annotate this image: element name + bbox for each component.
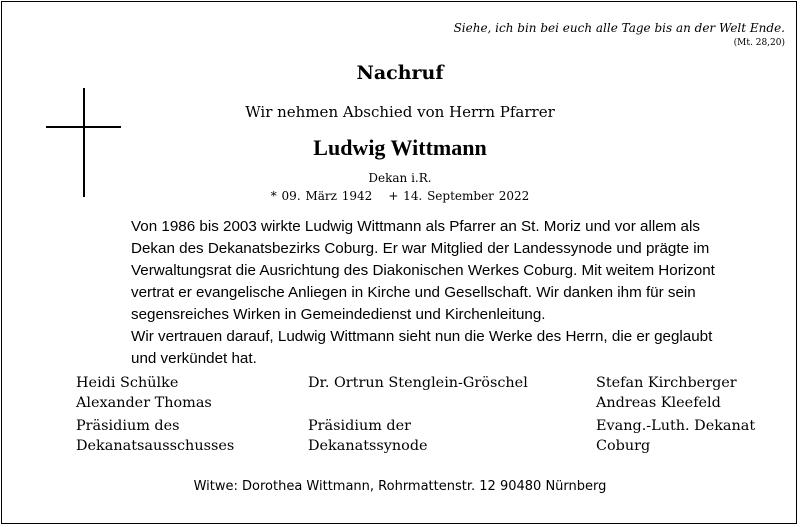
text-line: Von 1986 bis 2003 wirkte Ludwig Wittmann als Pfarrer an St. Moriz und vor allem als [131, 218, 700, 235]
life-dates [0, 189, 800, 203]
signatory-body-line: Präsidium des [76, 418, 180, 434]
cross-icon-crossbar [46, 126, 121, 128]
signatory-name: Heidi Schülke [76, 375, 179, 391]
deceased-name: Ludwig Wittmann [313, 135, 487, 160]
obituary-text [131, 216, 791, 370]
bible-verse: Siehe, ich bin bei euch alle Tage bis an der Welt Ende. [453, 21, 785, 35]
bible-verse-reference: (Mt. 28,20) [733, 38, 785, 48]
signatory-body-1 [76, 416, 234, 456]
signatory-body-line: Dekanatssynode [308, 438, 428, 454]
signatory-body-line: Coburg [596, 438, 651, 454]
text-line: vertrat er evangelische Anliegen in Kirche und Gesellschaft. Wir danken ihm für sein [131, 284, 696, 301]
signatory-body-2 [308, 416, 428, 456]
signatory-name: Stefan Kirchberger [596, 375, 737, 391]
intro-line: Wir nehmen Abschied von Herrn Pfarrer [245, 103, 555, 121]
signatory-name: Andreas Kleefeld [596, 395, 721, 411]
signatory-body-3 [596, 416, 755, 456]
death-date: + 14. September 2022 [388, 189, 530, 203]
text-line: Wir vertrauen darauf, Ludwig Wittmann sieht nun die Werke des Herrn, die er geglaubt [131, 328, 713, 345]
text-line: Verwaltungsrat die Ausrichtung des Diakonischen Werkes Coburg. Mit weitem Horizont [131, 262, 715, 279]
text-line: segensreiches Wirken in Gemeindedienst und Kirchenleitung. [131, 306, 546, 323]
signatory-names-2 [308, 373, 528, 393]
birth-date: * 09. März 1942 [270, 189, 373, 203]
signatory-name: Dr. Ortrun Stenglein-Gröschel [308, 375, 528, 391]
obituary-heading: Nachruf [356, 62, 444, 84]
signatory-name: Alexander Thomas [76, 395, 212, 411]
signatory-body-line: Evang.-Luth. Dekanat [596, 418, 756, 434]
text-line: Dekan des Dekanatsbezirks Coburg. Er war Mitglied der Landessynode und prägte im [131, 240, 710, 257]
widow-address: Witwe: Dorothea Wittmann, Rohrmattenstr. 12 90480 Nürnberg [193, 479, 607, 494]
signatory-body-line: Dekanatsausschusses [76, 438, 235, 454]
signatory-names-3 [596, 373, 737, 413]
text-line: und verkündet hat. [131, 350, 257, 367]
signatory-body-line: Präsidium der [308, 418, 412, 434]
deceased-title: Dekan i.R. [368, 171, 432, 185]
signatory-names-1 [76, 373, 212, 413]
